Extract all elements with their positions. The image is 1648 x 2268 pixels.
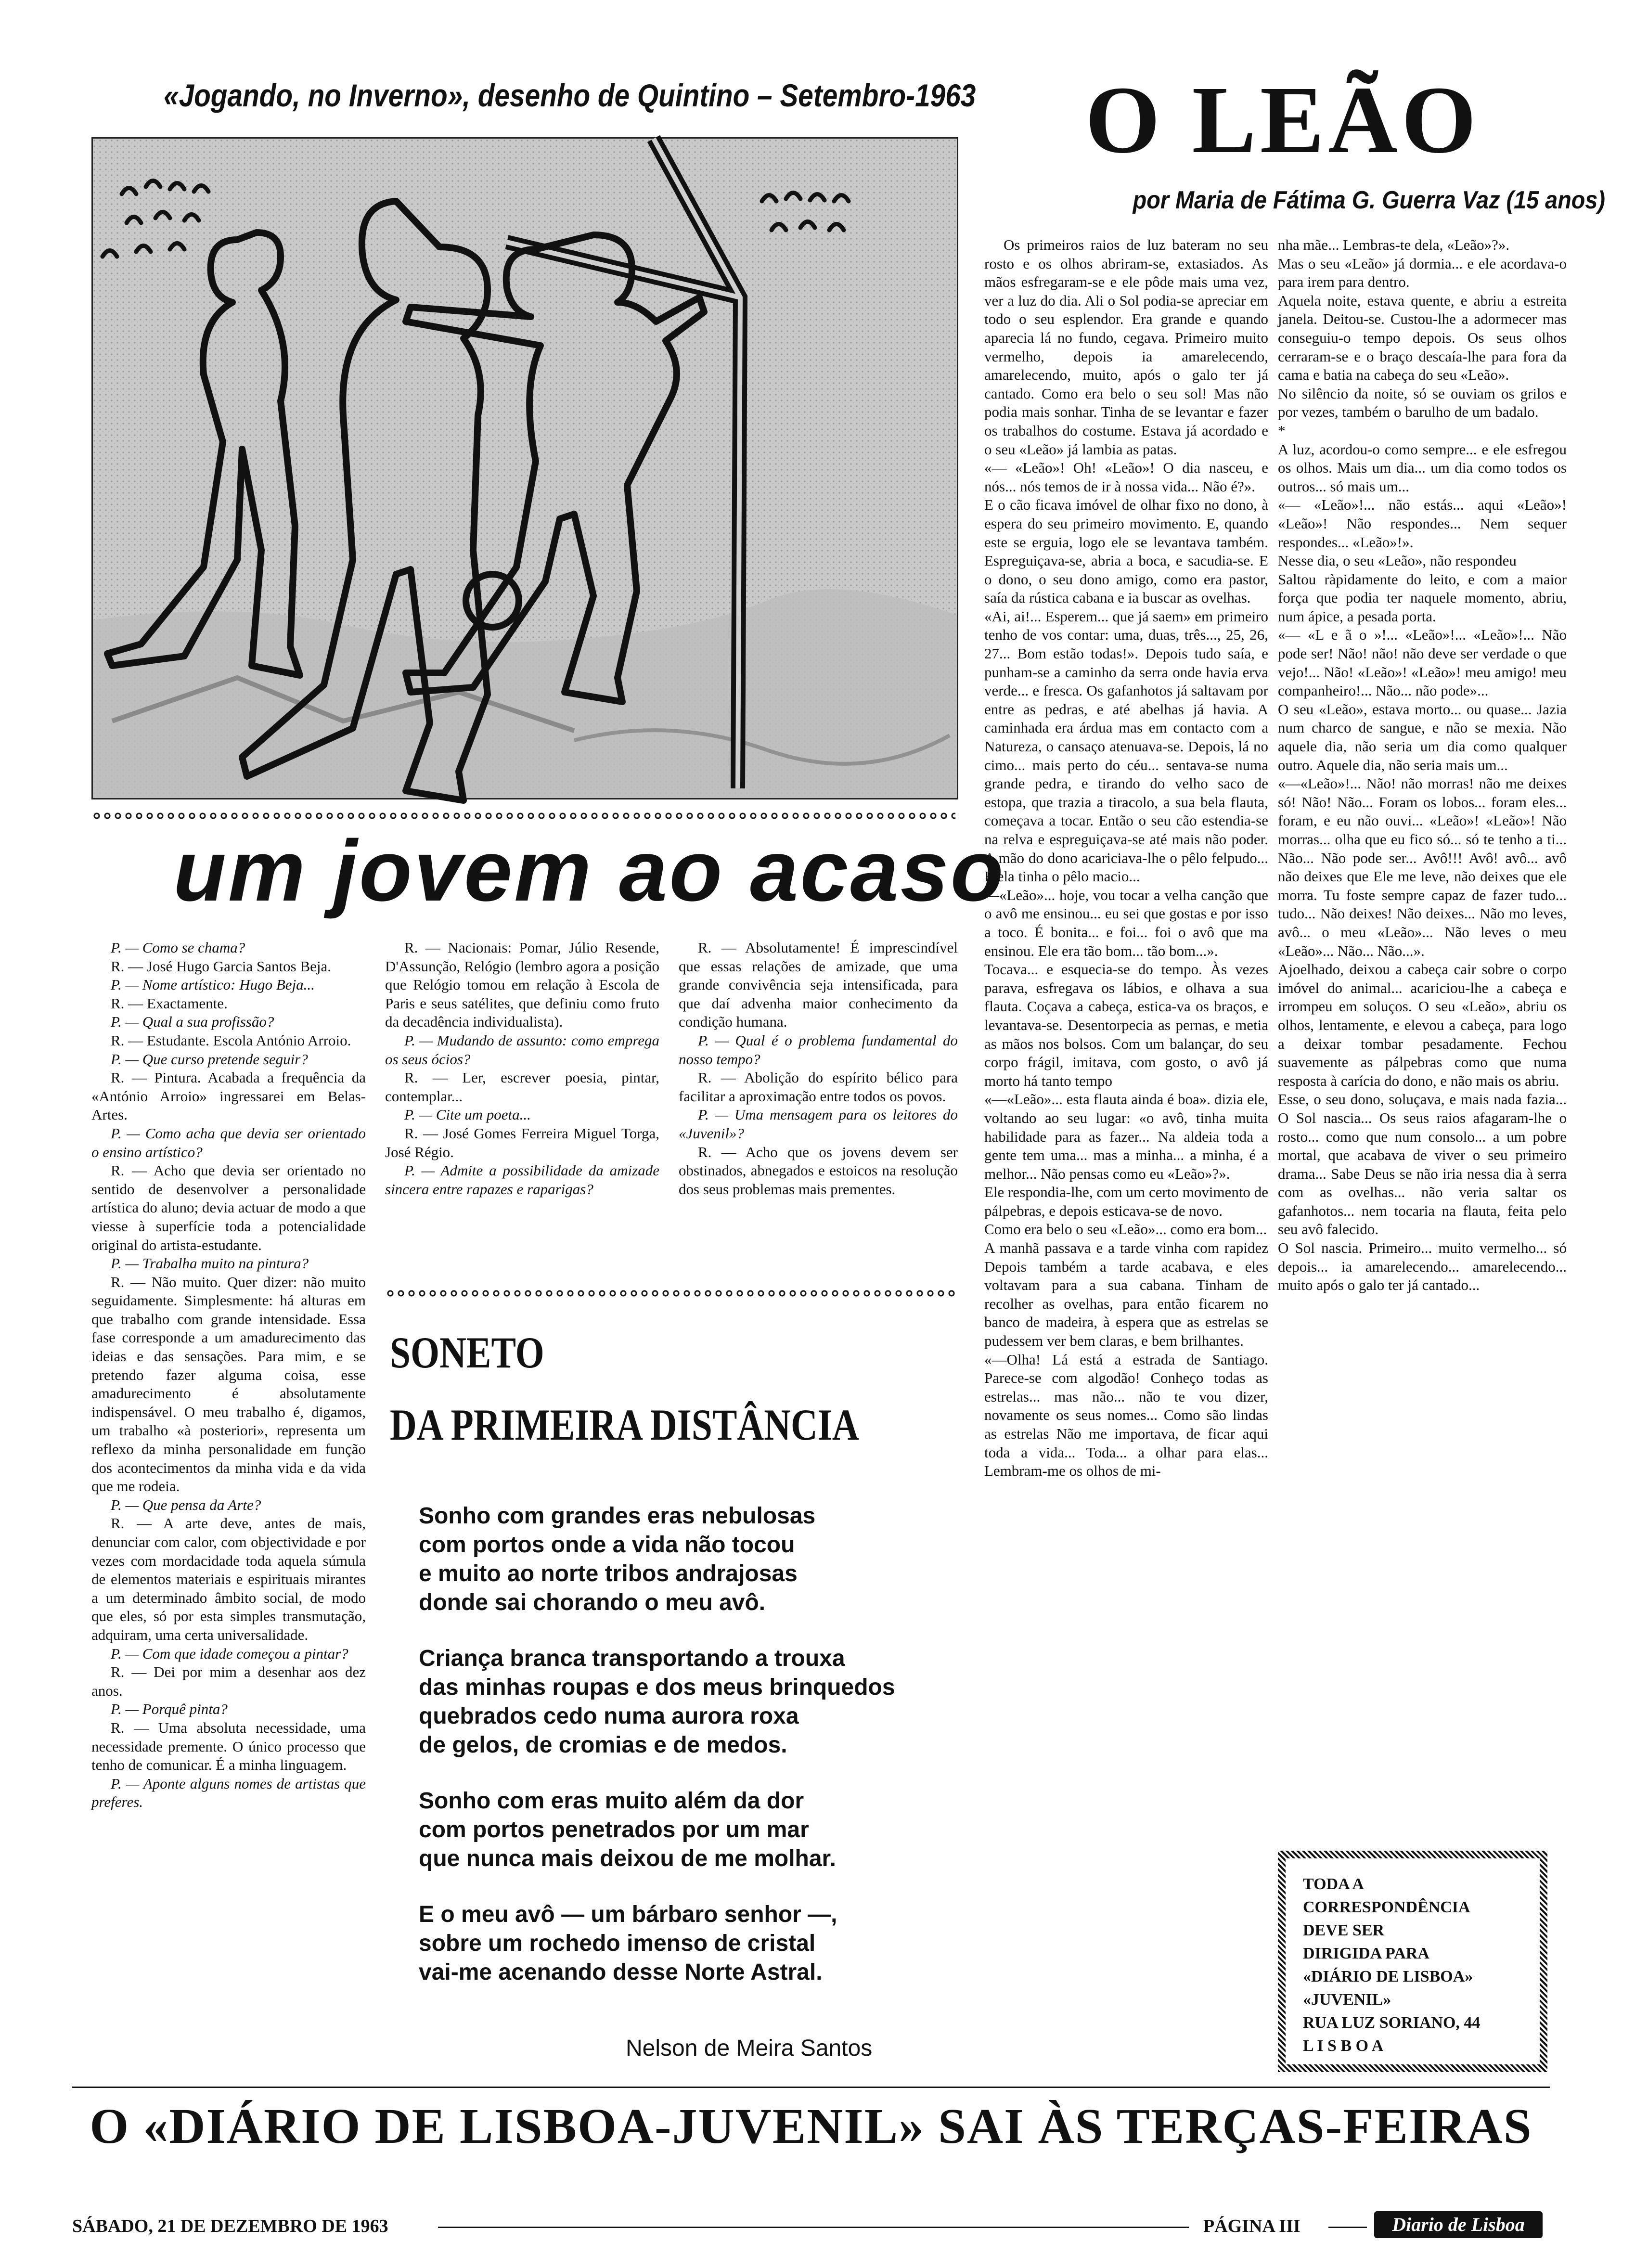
soneto-author: Nelson de Meira Santos	[626, 2036, 873, 2061]
interview-answer: R. — José Hugo Garcia Santos Beja.	[111, 957, 332, 975]
interview-question: P. — Como acha que devia ser orientado o ensino artístico?	[91, 1124, 366, 1160]
interview-answer: R. — Absolutamente! É imprescindível que essas relações de amizade, que uma grande convivência seja intensificada, para que daí advenha maior conhecimento da condição humana.	[679, 939, 958, 1031]
interview-column-2	[385, 939, 659, 1276]
interview-answer: R. — Ler, escrever poesia, pintar, contemplar...	[385, 1069, 659, 1105]
footer-date: SÁBADO, 21 DE DEZEMBRO DE 1963	[72, 2216, 388, 2236]
interview-question: P. — Com que idade começou a pintar?	[111, 1645, 348, 1662]
footer-page: PÁGINA III	[1203, 2216, 1300, 2236]
leao-text-2: nha mãe... Lembras-te dela, «Leão»?». Mas o seu «Leão» já dormia... e ele acordava-o para irem para dentro. Aquela noite, estava quente, e abriu a estreita janela. Deitou-se. Custou-lhe a adormecer mas conseguiu-o tempo depois. Os seus olhos cerraram-se e o braço descaía-lhe para fora da cama e batia na cabeça do seu «Leão». No silêncio da noite, só se ouviam os grilos e por vezes, também o barulho de um badalo. * A luz, acordou-o como sempre... e ele esfregou os olhos. Mais um dia... um dia como todos os outros... só mais um... «— «Leão»!... não estás... aqui «Leão»! «Leão»! Não respondes... Nem sequer respondes... «Leão»!». Nesse dia, o seu «Leão», não respondeu Saltou ràpidamente do leito, e com a maior força que podia ter naquele momento, abriu, num ápice, a pesada porta. «— «L e ã o »!... «Leão»!... «Leão»!... Não pode ser! Não! não! não deve ser verdade o que vejo!... Não! «Leão»! «Leão»! meu amigo! meu companheiro!... Não... não pode»... O seu «Leão», estava morto... ou quase... Jazia num charco de sangue, e não se mexia. Não aquele dia, não seria um dia como qualquer outro. Aquele dia, não seria mais um... «—«Leão»!... Não! não morras! não me deixes só! Não! Não... Foram os lobos... foram eles... foram, e eu não ouvi... «Leão»! «Leão»! Não morras... olha que eu fico só... só te tenho a ti... Não... Não pode ser... Avô!!! Avô! avô... avô não deixes que Ele me leve, não deixes que ele morra. Tu foste sempre capaz de fazer tudo... tudo... Não deixes! Não deixes... Não mo leves, avô... o meu «Leão»... Não leves o meu «Leão»... Não... Não...». Ajoelhado, deixou a cabeça cair sobre o corpo imóvel do animal... acariciou-lhe a cabeça e irrompeu em soluços. O seu «Leão», abriu os olhos, lentamente, e elevou a cabeça, para logo a deixar tombar pesadamente. Fechou suavemente as pálpebras como que numa resposta à carícia do dono, e não mais os abriu. Esse, o seu dono, soluçava, e mais nada fazia... O Sol nascia... Os seus raios afagaram-lhe o rosto... como que num consolo... a um pobre mortal, que acabava de viver o seu primeiro drama... Sabe Deus se não iria nessa dia à serra com as ovelhas... não veria saltar os gafanhotos... nem tocaria na flauta, feita pelo seu avô falecido. O Sol nascia. Primeiro... muito vermelho... só depois... ia amarelecendo... amarelecendo... muito após o galo ter já cantado...	[1278, 236, 1567, 1294]
leao-column-2	[1278, 236, 1567, 1294]
interview-question: P. — Mudando de assunto: como emprega os seus ócios?	[385, 1031, 659, 1068]
interview-question: P. — Porquê pinta?	[111, 1701, 228, 1718]
interview-answer: R. — Uma absoluta necessidade, uma necessidade premente. O único processo que tenho de comunicar. É a minha linguagem.	[91, 1719, 366, 1774]
interview-answer: R. — Não muito. Quer dizer: não muito seguidamente. Simplesmente: há alturas em que trabalho com grande intensidade. Essa fase corresponde a um amadurecimento das ideias e das sensações. Para mim, e se pretendo fazer alguma coisa, esse amadurecimento é absolutamente indispensável. O meu trabalho é, digamos, um trabalho «à posteriori», representa um reflexo da minha personalidade em função dos acontecimentos da minha vida e da vida que me rodeia.	[91, 1273, 366, 1495]
interview-question: P. — Nome artístico: Hugo Beja...	[111, 976, 315, 993]
interview-question: P. — Uma mensagem para os leitores do «Juvenil»?	[679, 1106, 958, 1142]
interview-answer: R. — Pintura. Acabada a frequência da «António Arroio» ingressarei em Belas-Artes.	[91, 1069, 366, 1123]
interview-question: P. — Aponte alguns nomes de artistas que preferes.	[91, 1775, 366, 1811]
footer-rule-1	[438, 2227, 1189, 2228]
interview-answer: R. — Exactamente.	[111, 994, 228, 1012]
soneto-title-2: DA PRIMEIRA DISTÂNCIA	[390, 1400, 859, 1449]
interview-column-3	[679, 939, 958, 1276]
interview-column-1	[91, 939, 366, 2079]
banner-text: O «DIÁRIO DE LISBOA-JUVENIL» SAI ÀS TERÇAS-FEIRAS	[90, 2099, 1532, 2154]
interview-question: P. — Admite a possibilidade da amizade sincera entre rapazes e raparigas?	[385, 1162, 659, 1198]
newspaper-logo: Diario de Lisboa	[1374, 2211, 1543, 2238]
interview-question: P. — Que pensa da Arte?	[111, 1496, 261, 1513]
correspondence-box	[1278, 1851, 1547, 2072]
soneto-stanza-4: E o meu avô — um bárbaro senhor —, sobre um rochedo imenso de cristal vai-me acenando desse Norte Astral.	[419, 1902, 837, 1985]
interview-question: P. — Como se chama?	[111, 939, 245, 956]
interview-question: P. — Que curso pretende seguir?	[111, 1050, 308, 1068]
leao-text-1: Os primeiros raios de luz bateram no seu rosto e os olhos abriram-se, extasiados. As mãos esfregaram-se e ele pôde mais uma vez, ver a luz do dia. Ali o Sol podia-se apreciar em todo o seu esplendor. Era grande e quando aparecia lá no fundo, cegava. Primeiro muito vermelho, depois ia amarelecendo, amarelecendo, muito, após o galo ter já cantado. Como era belo o seu sol! Mas não podia mais sonhar. Tinha de se levantar e fazer os trabalhos do costume. Estava já acordado e o seu «Leão» já lambia as patas. «— «Leão»! Oh! «Leão»! O dia nasceu, e nós... nós temos de ir à nossa vida... Não é?». E o cão ficava imóvel de olhar fixo no dono, à espera do seu primeiro movimento. E, quando este se erguia, logo ele se levantava também. Espreguiçava-se, abria a boca, e sacudia-se. E o dono, o seu dono amigo, como era pastor, saía da rústica cabana e ia buscar as ovelhas. «Ai, ai!... Esperem... que já saem» em primeiro tenho de vos contar: uma, duas, três..., 25, 26, 27... Bom estão todas!». Depois tudo saía, e punham-se a caminho da serra onde havia erva verde... e fresca. Os gafanhotos já saltavam por entre as pedras, e até abelhas já havia. A caminhada era árdua mas em contacto com a Natureza, o cansaço atenuava-se. Depois, lá no cimo... mais perto do céu... sentava-se numa grande pedra, e tirando do velho saco de estopa, que trazia a tiracolo, a sua bela flauta, começava a tocar. Então o seu cão estendia-se na relva e espreguiçava-se até mais não poder. A mão do dono acariciava-lhe o pêlo felpudo... E ela tinha o pêlo macio... —«Leão»... hoje, vou tocar a velha canção que o avô me ensinou... eu sei que gostas e por isso a toco. É bonita... e foi... foi o avô que ma ensinou. Ele era tão bom... tão bom...». Tocava... e esquecia-se do tempo. Às vezes parava, esfregava os lábios, e olhava a sua flauta. Coçava a cabeça, estica-va os braços, e levantava-se. Desentorpecia as pernas, e metia as mãos nos bolsos. Com um balançar, do seu corpo frágil, imitava, com gosto, o avô já morto há tanto tempo «—«Leão»... esta flauta ainda é boa». dizia ele, voltando ao seu lugar: «o avô, tinha muita habilidade para as fazer... Na aldeia toda a gente tem uma... mas a minha... a minha, é a melhor... Não pensas como eu «Leão»?». Ele respondia-lhe, com um certo movimento de pálpebras, e depois esticava-se de novo. Como era belo o seu «Leão»... como era bom... A manhã passava e a tarde vinha com rapidez Depois também a tarde acabava, e eles voltavam para a sua cabana. Tinham de recolher as ovelhas, para então ficarem no banco de madeira, à espera que as estrelas se pudessem ver bem claras, e bem brilhantes. «—Olha! Lá está a estrada de Santiago. Parece-se com algodão! Conheço todas as estrelas... mas não... não te vou dizer, novamente os seus nomes... Como são lindas as estrelas Não me importava, de ficar aqui toda a vida... Toda... a olhar para elas... Lembram-me os olhos de mi-	[984, 236, 1268, 1480]
footer-rule-2	[1328, 2227, 1367, 2228]
soneto-body	[419, 1502, 958, 2014]
interview-question: P. — Trabalha muito na pintura?	[111, 1255, 309, 1272]
interview-answer: R. — Nacionais: Pomar, Júlio Resende, D'Assunção, Relógio (lembro agora a posição que Relógio tomou em relação à Escola de Paris e seus satélites, que definiu como fruto da decadência individualista).	[385, 939, 659, 1031]
soneto-stanza-1: Sonho com grandes eras nebulosas com portos onde a vida não tocou e muito ao norte tribos andrajosas donde sai chorando o meu avô.	[419, 1503, 816, 1615]
football-drawing	[93, 139, 957, 798]
banner-top-rule	[72, 2087, 1550, 2088]
leao-column-1	[984, 236, 1268, 2070]
leao-byline: por Maria de Fátima G. Guerra Vaz (15 anos)	[1133, 186, 1605, 214]
soneto-title-1: SONETO	[390, 1328, 544, 1377]
interview-answer: R. — Estudante. Escola António Arroio.	[111, 1031, 351, 1049]
interview-title: um jovem ao acaso	[173, 823, 1005, 919]
interview-answer: R. — Acho que devia ser orientado no sentido de desenvolver a personalidade artística do aluno; devia actuar de modo a que viesse à superfície toda a potencialidade original do artista-estudante.	[91, 1162, 366, 1253]
interview-answer: R. — Dei por mim a desenhar aos dez anos.	[91, 1663, 366, 1699]
correspondence-text: TODA A CORRESPONDÊNCIA DEVE SER DIRIGIDA PARA «DIÁRIO DE LISBOA» «JUVENIL» RUA LUZ SORIANO, 44 L I S B O A	[1303, 1875, 1481, 2055]
illustration-caption: «Jogando, no Inverno», desenho de Quintino – Setembro-1963	[164, 77, 976, 113]
leao-title: O LEÃO	[1085, 67, 1481, 173]
interview-question: P. — Cite um poeta...	[404, 1106, 531, 1123]
interview-answer: R. — José Gomes Ferreira Miguel Torga, José Régio.	[385, 1124, 659, 1160]
soneto-stanza-3: Sonho com eras muito além da dor com portos penetrados por um mar que nunca mais deixou de me molhar.	[419, 1788, 836, 1871]
interview-question: P. — Qual é o problema fundamental do nosso tempo?	[679, 1031, 958, 1068]
interview-answer: R. — A arte deve, antes de mais, denunciar com calor, com objectividade e por vezes com mordacidade toda aquela súmula de elementos materiais e espirituais mirantes a um determinado âmbito social, de modo que eles, só por esta simples transmutação, adquiram, uma certa universalidade.	[91, 1515, 366, 1643]
interview-question: P. — Qual a sua profissão?	[111, 1013, 274, 1031]
interview-answer: R. — Acho que os jovens devem ser obstinados, abnegados e estoicos na resolução dos seus problemas mais prementes.	[679, 1143, 958, 1198]
illustration	[91, 137, 958, 799]
soneto-stanza-2: Criança branca transportando a trouxa das minhas roupas e dos meus brinquedos quebrados cedo numa aurora roxa de gelos, de cromias e de medos.	[419, 1646, 895, 1758]
interview-answer: R. — Abolição do espírito bélico para facilitar a aproximação entre todos os povos.	[679, 1069, 958, 1105]
ornament-divider-2	[385, 1290, 958, 1297]
